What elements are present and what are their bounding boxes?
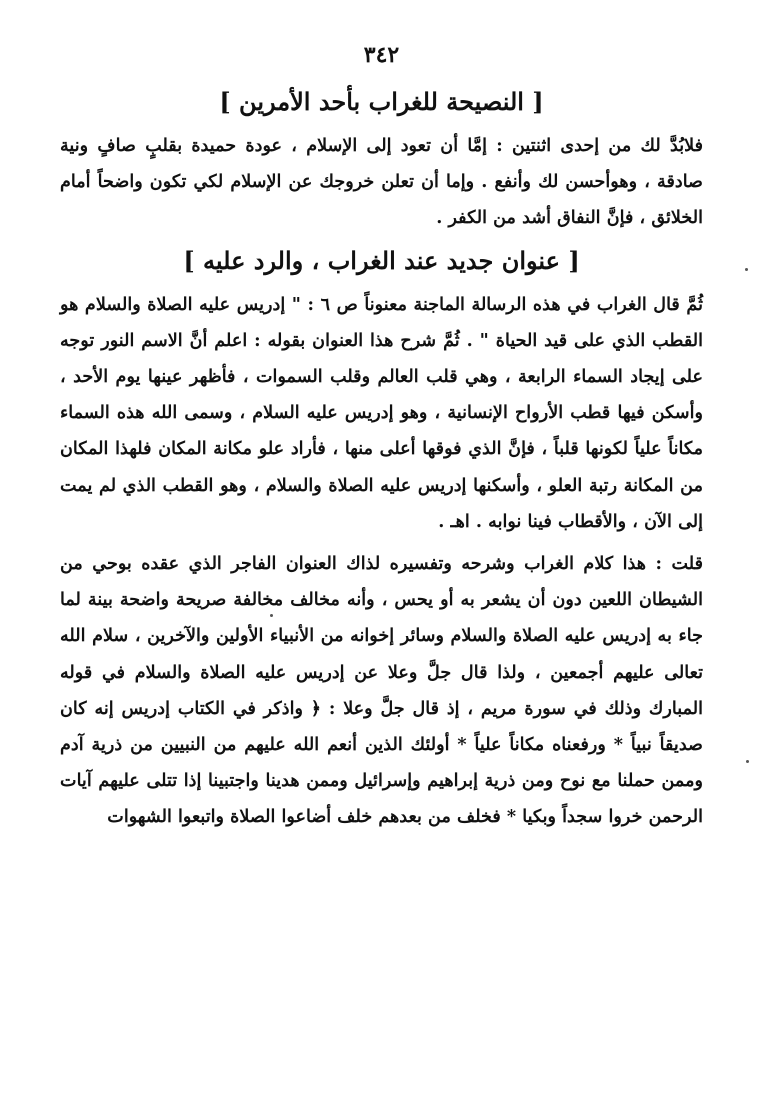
scan-speck (746, 760, 749, 763)
section-heading-new-title: [ عنوان جديد عند الغراب ، والرد عليه ] (183, 245, 580, 275)
scan-speck (745, 268, 748, 271)
section-heading-advice: [ النصيحة للغراب بأحد الأمرين ] (219, 87, 544, 116)
paragraph-advice: فلابُدَّ لك من إحدى اثنتين : إمَّا أن تعود إلى الإسلام ، عودة حميدة بقلبٍ صافٍ ونية صادقة ، وهوأحسن لك وأنفع . وإما أن تعلن خروجك عن الإسلام لكي تكون واضحاً أمام الخلائق ، فإنَّ النفاق أشد من الكفر . (60, 135, 703, 229)
response-text: هذا كلام الغراب وشرحه وتفسيره لذاك العنوان الفاجر الذي عقده بوحي من الشيطان اللعين دون أن يشعر به أو يحس ، وأنه مخالف مخالفة صريحة واضحة بينة لما جاء به إدريس عليه الصلاة والسلام وسائر إخوانه من الأنبياء الأولين والآخرين ، سلام الله تعالى عليهم أجمعين ، ولذا قال جلَّ وعلا عن إدريس عليه الصلاة والسلام في قوله المبارك وذلك في سورة مريم ، إذ قال جلَّ وعلا : ﴿ واذكر في الكتاب إدريس إنه كان صديقاً نبياً * ورفعناه مكاناً علياً * أولئك الذين أنعم الله عليهم من النبيين من ذرية آدم وممن حملنا مع نوح ومن ذرية إبراهيم وإسرائيل وممن هدينا واجتبينا إذا تتلى عليهم آيات الرحمن خروا سجداً وبكيا * فخلف من بعدهم خلف أضاعوا الصلاة واتبعوا الشهوات (60, 553, 703, 828)
page-number: ٣٤٢ (363, 42, 400, 68)
paragraph-response (60, 546, 703, 836)
scan-speck (270, 614, 273, 617)
response-lead: قلت : (655, 553, 703, 575)
paragraph-new-title: ثُمَّ قال الغراب في هذه الرسالة الماجنة معنوناً ص ٦ : " إدريس عليه الصلاة والسلام هو القطب الذي على قيد الحياة " . ثُمَّ شرح هذا العنوان بقوله : اعلم أنَّ الاسم النور توجه على إيجاد السماء الرابعة ، وهي قلب العالم وقلب السموات ، فأظهر عينها يوم الأحد ، وأسكن فيها قطب الأرواح الإنسانية ، وهو إدريس عليه السلام ، وسمى الله هذه السماء مكاناً علياً لكونها قلباً ، فإنَّ الذي فوقها أعلى منها ، فأراد علو مكانة المكان فلهذا المكان من المكانة رتبة العلو ، وأسكنها إدريس عليه الصلاة والسلام ، وهو القطب الذي لم يمت إلى الآن ، والأقطاب فينا نوابه . اهـ . (60, 293, 703, 532)
